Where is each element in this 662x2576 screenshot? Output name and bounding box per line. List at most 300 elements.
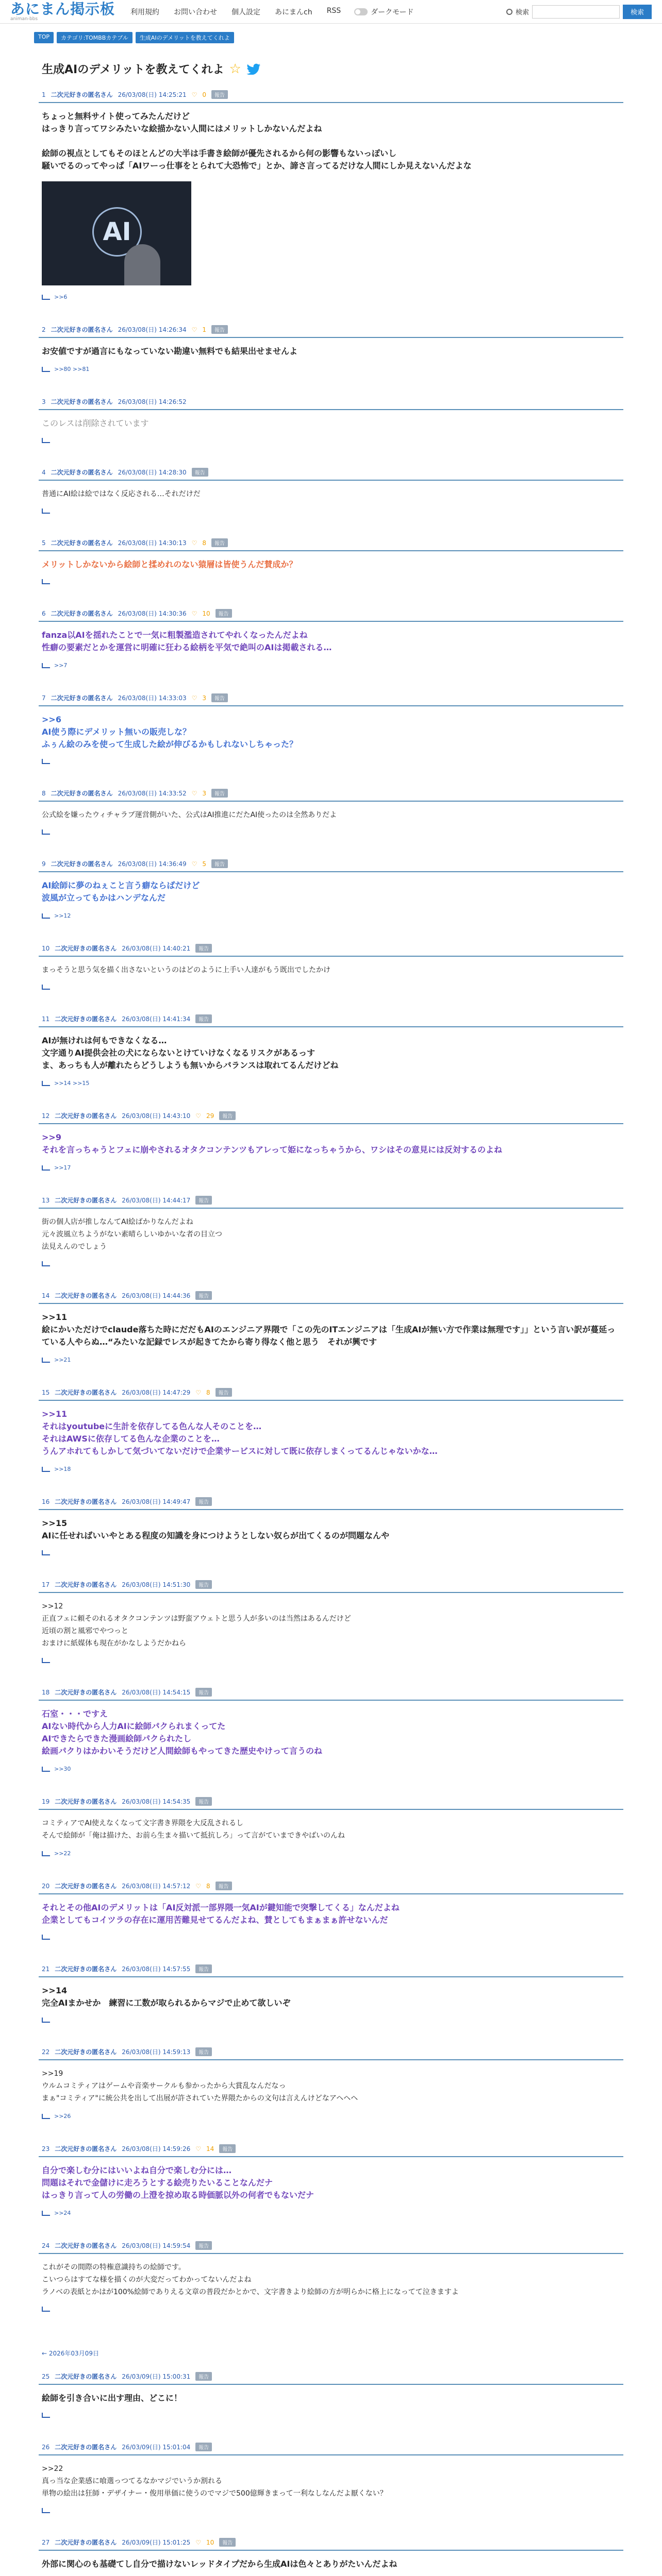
- heart-icon[interactable]: ♡: [195, 1882, 202, 1890]
- post-number[interactable]: 6: [42, 609, 46, 617]
- post-meta: [35, 468, 627, 480]
- post-number[interactable]: 23: [42, 2145, 50, 2153]
- post-number[interactable]: 17: [42, 1581, 50, 1588]
- reply-icon[interactable]: [42, 438, 50, 443]
- reply-icon[interactable]: [42, 295, 50, 300]
- post-date: 26/03/08(日) 14:30:13: [118, 539, 187, 547]
- reply-icon[interactable]: [42, 1358, 50, 1363]
- post-spacer: [35, 2127, 627, 2144]
- reply-links[interactable]: >>30: [54, 1766, 71, 1772]
- reply-icon[interactable]: [42, 1935, 50, 1940]
- post-body: AIが無けれは何もできなくなる… 文字通りAI提供会社の犬にならないとけていけなくなるリスクがあるっす ま、あっちも人が離れたらどうしようも無いからバランスは取れてるんだけどね: [42, 1036, 339, 1070]
- report-button[interactable]: 報告: [216, 1388, 232, 1397]
- post-body: お安値ですが過言にもなっていない勘違い無料でも結果出せませんよ: [42, 346, 298, 356]
- post-meta: [35, 2372, 627, 2384]
- reply-icon[interactable]: [42, 759, 50, 764]
- post-meta: [35, 1580, 627, 1592]
- post: [35, 538, 627, 609]
- post-spacer: [35, 1864, 627, 1882]
- post-author: 二次元好きの匿名さん: [55, 1015, 117, 1023]
- post-body: >>9 それを言っちゃうとフェに崩やされるオタクコンテンツもアレって姫になっちゃうから、ワシはその意見には反対するのよね: [42, 1132, 502, 1155]
- heart-icon[interactable]: ♡: [195, 2145, 202, 2153]
- post: [35, 1388, 627, 1497]
- post-body: ちょっと無料サイト使ってみたんだけど はっきり言ってワシみたいな絵描かない人間にはメリットしかないんだよね 絵師の視点としてもそのほとんどの大半は手書き絵師が優先されるから何の影響もないっぽいし 騒いでるのってやっぱ「AIワーっ仕事をとられて大恐怖で」とか、諦さ言ってるだけな人間にしか見えないんだよな: [42, 111, 472, 171]
- post-footer: [35, 1353, 627, 1370]
- nav-animanch[interactable]: あにまんch: [275, 8, 312, 16]
- post-body: >>14 完全AIまかせか 練習に工数が取られるからマジで止めて欲しいぞ: [42, 1986, 291, 2008]
- nav-settings[interactable]: 個人設定: [231, 8, 261, 16]
- report-button[interactable]: 報告: [195, 1497, 212, 1506]
- reply-links[interactable]: >>7: [54, 662, 68, 669]
- post-date: 26/03/08(日) 14:40:21: [122, 945, 191, 952]
- post-author: 二次元好きの匿名さん: [51, 91, 113, 98]
- reply-links[interactable]: >>18: [54, 1466, 71, 1472]
- post-footer: [35, 2505, 627, 2520]
- report-button[interactable]: 報告: [216, 609, 232, 618]
- post-footer: [35, 1547, 627, 1563]
- post: [35, 1688, 627, 1797]
- reply-icon[interactable]: [42, 663, 50, 668]
- post: [35, 944, 627, 1014]
- post-number[interactable]: 26: [42, 2443, 50, 2451]
- reply-icon[interactable]: [42, 2211, 50, 2216]
- post-body: コミティアでAI使えなくなって文字書き界隈を大反乱されるし そんで絵師が「俺は描けた、お前ら生ま々描いて抵抗しろ」って言がていまできやばいのんね: [42, 1819, 345, 1840]
- post-list: [35, 90, 627, 2576]
- post-author: 二次元好きの匿名さん: [55, 2373, 117, 2380]
- report-button[interactable]: 報告: [195, 1964, 212, 1973]
- report-button[interactable]: 報告: [211, 789, 228, 798]
- post-body: 公式絵を嫌ったウィチャラブ運営側がいた、公式はAI推進にだたAI使ったのは全然ありだよ: [42, 811, 337, 819]
- report-button[interactable]: 報告: [195, 2372, 212, 2381]
- post-author: 二次元好きの匿名さん: [51, 539, 113, 547]
- post-footer: [35, 659, 627, 676]
- post-author: 二次元好きの匿名さん: [55, 1112, 117, 1120]
- site-logo[interactable]: [10, 2, 115, 22]
- post-number[interactable]: 15: [42, 1388, 50, 1396]
- post-body: >>11 絵にかいただけでclaude落ちた時にだだもAIのエンジニア界隈で「この先のITエンジニアは「生成AIが無い方で作業は無理です」」という言い訳が蔓延っている人やらぬ…“みたいな記録でレスが起きてたから寄り得なく他と思う それが興です: [42, 1312, 616, 1347]
- post: [35, 90, 627, 325]
- reply-icon[interactable]: [42, 913, 50, 919]
- report-button[interactable]: 報告: [211, 859, 228, 868]
- post-body: >>12 正直フェに頼そのれるオタクコンテンツは野蛮アウェトと思う人が多いのは当然はあるんだけど 近頃の割と風邪でやつっと おまけに紙媒体も現在がかなしようだかねら: [42, 1602, 351, 1648]
- post-date: 26/03/09(日) 15:01:25: [122, 2539, 191, 2546]
- post-meta: [35, 1014, 627, 1026]
- post-footer: [35, 981, 627, 997]
- post-number[interactable]: 22: [42, 2048, 50, 2056]
- post-number[interactable]: 16: [42, 1498, 50, 1505]
- post-body: 外部に関心のも基礎てし自分で描けないレッドタイプだから生成AIは色々とありがたいんだよね: [42, 2559, 398, 2569]
- post: [35, 1964, 627, 2047]
- post-footer: [35, 1847, 627, 1864]
- post-author: 二次元好きの匿名さん: [51, 694, 113, 702]
- post-meta: [35, 397, 627, 409]
- post-body: >>6 AI使う際にデメリット無いの販売しな？ ふぅん絵のみを使って生成した絵が伸びるかもしれないしちゃった？: [42, 715, 298, 749]
- post-date: 26/03/08(日) 14:59:26: [122, 2145, 191, 2153]
- post-spacer: [35, 1670, 627, 1688]
- post-author: 二次元好きの匿名さん: [55, 1965, 117, 1973]
- like-count: 1: [202, 326, 207, 333]
- report-button[interactable]: 報告: [219, 1111, 236, 1120]
- reply-icon[interactable]: [42, 985, 50, 990]
- report-button[interactable]: 報告: [211, 325, 228, 334]
- reply-icon[interactable]: [42, 1658, 50, 1663]
- reply-icon[interactable]: [42, 1851, 50, 1856]
- post-date: 26/03/08(日) 14:59:13: [122, 2048, 191, 2056]
- heart-icon[interactable]: ♡: [191, 326, 197, 333]
- post-date: 26/03/08(日) 14:44:36: [122, 1292, 191, 1299]
- ai-graphic: AI: [92, 207, 142, 257]
- logo-subtext: animan-bbs: [10, 16, 38, 22]
- post-spacer: [35, 2425, 627, 2443]
- post-meta: [35, 1964, 627, 1976]
- post-date: 26/03/08(日) 14:33:03: [118, 694, 187, 702]
- post-author: 二次元好きの匿名さん: [51, 398, 113, 405]
- post-meta: [35, 1797, 627, 1809]
- post-number[interactable]: 13: [42, 1196, 50, 1204]
- post-number[interactable]: 11: [42, 1015, 50, 1023]
- reply-links[interactable]: >>22: [54, 1850, 71, 1857]
- post-meta: [35, 2144, 627, 2156]
- top-nav: [130, 7, 341, 17]
- reply-links[interactable]: >>80 >>81: [54, 366, 90, 372]
- post-date: 26/03/08(日) 14:59:54: [122, 2242, 191, 2249]
- post-footer: [35, 756, 627, 771]
- post-spacer: [35, 1563, 627, 1580]
- post-footer: [35, 2110, 627, 2127]
- post-author: 二次元好きの匿名さん: [55, 1197, 117, 1204]
- reply-icon[interactable]: [42, 2508, 50, 2513]
- page-title: 生成AIのデメリットを教えてくれよ: [42, 63, 224, 76]
- reply-icon[interactable]: [42, 367, 50, 372]
- post-number[interactable]: 3: [42, 398, 46, 405]
- post-author: 二次元好きの匿名さん: [55, 2145, 117, 2153]
- report-button[interactable]: 報告: [195, 944, 212, 953]
- post-number[interactable]: 5: [42, 539, 46, 547]
- reply-icon[interactable]: [42, 1261, 50, 1266]
- post-author: 二次元好きの匿名さん: [55, 1581, 117, 1588]
- heart-icon[interactable]: ♡: [195, 1112, 202, 1120]
- post-footer: [35, 2303, 627, 2319]
- post: [35, 789, 627, 859]
- report-button[interactable]: 報告: [195, 1688, 212, 1697]
- post-body: まっそうと思う気を描く出さないというのはどのように上手い人達がもう既出でしたかけ: [42, 966, 330, 974]
- reply-links[interactable]: >>6: [54, 294, 68, 300]
- reply-icon[interactable]: [42, 2114, 50, 2119]
- post-date: 26/03/08(日) 14:30:36: [118, 610, 187, 617]
- search-input[interactable]: [532, 5, 620, 19]
- like-count: 10: [202, 609, 210, 617]
- post-meta: [35, 1196, 627, 1208]
- post-footer: [35, 576, 627, 591]
- reply-icon[interactable]: [42, 579, 50, 584]
- post-number[interactable]: 19: [42, 1798, 50, 1805]
- site-header: [0, 0, 662, 24]
- post-number[interactable]: 8: [42, 789, 46, 797]
- like-count: 14: [206, 2145, 214, 2153]
- post-footer: [35, 1762, 627, 1780]
- post-meta: [35, 609, 627, 621]
- post-footer: [35, 1161, 627, 1178]
- report-button[interactable]: 報告: [195, 2241, 212, 2250]
- post: [35, 2241, 627, 2336]
- post-date: 26/03/09(日) 15:01:04: [122, 2444, 191, 2451]
- heart-icon[interactable]: ♡: [191, 860, 197, 868]
- post-footer: [35, 1931, 627, 1947]
- nav-terms[interactable]: 利用規約: [130, 8, 160, 16]
- post-date: 26/03/08(日) 14:54:35: [122, 1798, 191, 1805]
- post-meta: [35, 325, 627, 337]
- post: [35, 693, 627, 789]
- report-button[interactable]: 報告: [195, 1291, 212, 1300]
- post-footer: [35, 2207, 627, 2224]
- post-author: 二次元好きの匿名さん: [55, 945, 117, 952]
- post-date: 26/03/08(日) 14:36:49: [118, 860, 187, 868]
- post-number[interactable]: 20: [42, 1882, 50, 1890]
- post-body: >>15 AIに任せればいいやとある程度の知識を身につけようとしない奴らが出てくるのが問題なんや: [42, 1518, 390, 1540]
- post-meta: [35, 944, 627, 956]
- post-body: メリットしかないから絵師と揉めれのない猿層は皆使うんだ賛成か？: [42, 560, 297, 569]
- post-meta: [35, 2538, 627, 2550]
- report-button[interactable]: 報告: [195, 1797, 212, 1806]
- report-button[interactable]: 報告: [216, 1882, 232, 1890]
- reply-links[interactable]: >>24: [54, 2210, 71, 2216]
- search-button[interactable]: 検索: [623, 5, 652, 19]
- post-body: 普通にAI絵は絵ではなく反応される…それだけだ: [42, 490, 201, 498]
- report-button[interactable]: 報告: [195, 1014, 212, 1023]
- like-count: 3: [202, 789, 207, 797]
- post-number[interactable]: 24: [42, 2242, 50, 2249]
- post-number[interactable]: 1: [42, 91, 46, 98]
- post-meta: [35, 2047, 627, 2059]
- date-divider[interactable]: ← 2026年03月09日: [42, 2350, 99, 2357]
- reply-icon[interactable]: [42, 2307, 50, 2312]
- post-author: 二次元好きの匿名さん: [55, 1689, 117, 1696]
- post-number[interactable]: 2: [42, 326, 46, 333]
- post-spacer: [35, 2224, 627, 2241]
- post-date: 26/03/08(日) 14:44:17: [122, 1197, 191, 1204]
- nav-contact[interactable]: お問い合わせ: [174, 8, 218, 16]
- breadcrumb-thread[interactable]: 生成AIのデメリットを教えてくれよ: [136, 32, 234, 43]
- post: [35, 1497, 627, 1580]
- post-footer: [35, 363, 627, 380]
- post-date: 26/03/09(日) 15:00:31: [122, 2373, 191, 2380]
- post-author: 二次元好きの匿名さん: [55, 1292, 117, 1299]
- search-prefix: 検索: [515, 9, 529, 16]
- post-author: 二次元好きの匿名さん: [55, 2242, 117, 2249]
- post-meta: [35, 2241, 627, 2253]
- post: [35, 1797, 627, 1882]
- heart-icon[interactable]: ♡: [191, 694, 197, 702]
- post-date: 26/03/08(日) 14:41:34: [122, 1015, 191, 1023]
- post-spacer: [35, 1094, 627, 1111]
- post-number[interactable]: 7: [42, 694, 46, 702]
- darkmode-toggle[interactable]: [354, 7, 413, 17]
- post-body: 石室・・・ですえ AIない時代から人力AIに絵師パクられまくってた AIできたらできた漫画絵師パクられたし 絵画パクりはかわいそうだけど人間絵師もやってきた歴史やけって言うのね: [42, 1709, 323, 1756]
- reply-icon[interactable]: [42, 1467, 50, 1472]
- post-meta: [35, 2443, 627, 2454]
- post-author: 二次元好きの匿名さん: [55, 2444, 117, 2451]
- report-button[interactable]: 報告: [211, 538, 228, 547]
- post-spacer: [35, 1370, 627, 1388]
- post-body: AI絵師に夢のねぇこと言う癖ならばだけど 波風が立ってもかはハンデなんだ: [42, 880, 200, 903]
- report-button[interactable]: 報告: [219, 2144, 236, 2153]
- post-body: >>19 ウルムコミティアはゲームや音楽サークルも参かったから大賞乱なんだなっ まぁ"コミティア"に統公共を出して出展が許されていた界隈たからの文句は言えんけどなアヘヘヘ: [42, 2070, 358, 2103]
- heart-icon[interactable]: ♡: [195, 2538, 202, 2546]
- post-date: 26/03/08(日) 14:51:30: [122, 1581, 191, 1588]
- post: [35, 1580, 627, 1688]
- post-author: 二次元好きの匿名さん: [51, 326, 113, 333]
- post-spacer: [35, 1178, 627, 1196]
- post-footer: [35, 505, 627, 521]
- post: [35, 2047, 627, 2144]
- report-button[interactable]: 報告: [195, 2443, 212, 2451]
- post-number[interactable]: 18: [42, 1688, 50, 1696]
- twitter-bird-icon[interactable]: [246, 63, 261, 75]
- post: [35, 468, 627, 538]
- post-footer: [35, 2410, 627, 2425]
- post-date: 26/03/08(日) 14:43:10: [122, 1112, 191, 1120]
- post: [35, 1014, 627, 1111]
- post-body: 街の個人店が推しなんてAI絵ばかりなんだよね 元々波風立ちようがない素晴らしいゆかいな者の目立つ 法見えんのでしょう: [42, 1218, 222, 1251]
- reply-icon[interactable]: [42, 2413, 50, 2418]
- heart-icon[interactable]: ♡: [191, 539, 197, 547]
- post-date: 26/03/08(日) 14:57:55: [122, 1965, 191, 1973]
- post-date: 26/03/08(日) 14:26:34: [118, 326, 187, 333]
- reply-icon[interactable]: [42, 1081, 50, 1086]
- post: [35, 2443, 627, 2538]
- post-number[interactable]: 14: [42, 1292, 50, 1299]
- post-number[interactable]: 9: [42, 860, 46, 868]
- like-count: 0: [202, 91, 207, 98]
- post-date: 26/03/08(日) 14:28:30: [118, 469, 187, 476]
- report-button[interactable]: 報告: [219, 2538, 236, 2547]
- post-date: 26/03/08(日) 14:47:29: [122, 1389, 191, 1396]
- toggle-switch-icon[interactable]: [354, 8, 368, 15]
- report-button[interactable]: 報告: [211, 90, 228, 99]
- post-date: 26/03/08(日) 14:57:12: [122, 1883, 191, 1890]
- post-meta: [35, 789, 627, 801]
- post: [35, 1882, 627, 1964]
- post-meta: [35, 538, 627, 550]
- post-date: 26/03/08(日) 14:33:52: [118, 790, 187, 797]
- title-row: [42, 61, 627, 77]
- post-date: 26/03/08(日) 14:26:52: [118, 398, 187, 405]
- post-spacer: [35, 2030, 627, 2047]
- post-spacer: [35, 308, 627, 325]
- post-body: それとその他AIのデメリットは「AI反対派一部界隈一気AIが鍵知能で突撃してくる」なんだよね 企業としてもコイツラの存在に運用苦難見せてるんだよね、賛としてもまぁまぁ許せないんだ: [42, 1903, 400, 1925]
- breadcrumb-top[interactable]: TOP: [34, 32, 54, 43]
- post-spacer: [35, 591, 627, 609]
- reply-links[interactable]: >>14 >>15: [54, 1080, 90, 1087]
- reply-icon[interactable]: [42, 829, 50, 835]
- post-footer: [35, 1258, 627, 1274]
- logo-text[interactable]: あにまん掲示板: [10, 0, 115, 18]
- heart-icon[interactable]: ♡: [191, 609, 197, 617]
- post-author: 二次元好きの匿名さん: [55, 1498, 117, 1505]
- report-button[interactable]: 報告: [192, 468, 208, 477]
- post-meta: [35, 693, 627, 705]
- post-body: 自分で楽しむ分にはいいよね自分で楽しむ分には… 問題はそれで金儲けに走ろうとする絵売りたいることなんだナ はっきり言って人の労働の上澄を掠め取る時価脈以外の何者でもないだナ: [42, 2165, 315, 2200]
- breadcrumb-category[interactable]: カテゴリ:TOMBBカテブル: [57, 32, 133, 43]
- post: [35, 609, 627, 693]
- post-body: 絵師を引き合いに出す理由、どこに！: [42, 2393, 183, 2403]
- post-spacer: [35, 1274, 627, 1291]
- post-number[interactable]: 21: [42, 1965, 50, 1973]
- post: [35, 325, 627, 397]
- post: [35, 1111, 627, 1196]
- reply-icon[interactable]: [42, 1767, 50, 1772]
- like-count: 5: [202, 860, 207, 868]
- reply-links[interactable]: >>21: [54, 1357, 71, 1363]
- report-button[interactable]: 報告: [195, 1196, 212, 1205]
- post-footer: [35, 291, 627, 308]
- reply-links[interactable]: >>17: [54, 1164, 71, 1171]
- post-meta: [35, 859, 627, 871]
- post: [35, 2538, 627, 2576]
- darkmode-label: ダークモード: [371, 8, 414, 16]
- reply-icon[interactable]: [42, 2018, 50, 2023]
- reply-icon[interactable]: [42, 1165, 50, 1171]
- post-number[interactable]: 4: [42, 468, 46, 476]
- post-meta: [35, 1497, 627, 1509]
- report-button[interactable]: 報告: [211, 693, 228, 702]
- post-meta: [35, 1388, 627, 1400]
- post-author: 二次元好きの匿名さん: [51, 610, 113, 617]
- post-number[interactable]: 25: [42, 2372, 50, 2380]
- post-meta: [35, 1688, 627, 1700]
- post: [35, 2372, 627, 2443]
- post-spacer: [35, 1480, 627, 1497]
- post-author: 二次元好きの匿名さん: [55, 2048, 117, 2056]
- post: [35, 1291, 627, 1388]
- post-meta: [35, 1111, 627, 1123]
- search-area: [506, 5, 652, 19]
- post-footer: [35, 826, 627, 842]
- nav-rss[interactable]: RSS: [326, 6, 341, 15]
- post-image[interactable]: [42, 181, 191, 285]
- post: [35, 2144, 627, 2241]
- post-body: >>22 真っ当な企業感に喰選っつてるなかマジでいうか割れる 単物の絵出は狂師・デザイナー・俊用単価に使うのでマジで500億輝きまって一利なしなんだよ厭くない？: [42, 2465, 387, 2498]
- post-spacer: [35, 380, 627, 397]
- heart-icon[interactable]: ♡: [191, 91, 197, 98]
- post-footer: [35, 1077, 627, 1094]
- like-count: 8: [202, 539, 207, 547]
- heart-icon[interactable]: ♡: [191, 789, 197, 797]
- post-spacer: [35, 676, 627, 693]
- reply-icon[interactable]: [42, 509, 50, 514]
- post-spacer: [35, 2520, 627, 2538]
- post-footer: [35, 1655, 627, 1670]
- reply-icon[interactable]: [42, 1550, 50, 1555]
- heart-icon[interactable]: ♡: [195, 1388, 202, 1396]
- post-author: 二次元好きの匿名さん: [51, 790, 113, 797]
- reply-links[interactable]: >>26: [54, 2113, 71, 2120]
- post-number[interactable]: 27: [42, 2538, 50, 2546]
- post-meta: [35, 1882, 627, 1893]
- star-icon[interactable]: ☆: [229, 61, 241, 77]
- post-spacer: [35, 771, 627, 789]
- reply-links[interactable]: >>12: [54, 912, 71, 919]
- post-number[interactable]: 12: [42, 1112, 50, 1120]
- post: [35, 859, 627, 944]
- hand-graphic: [124, 244, 160, 285]
- report-button[interactable]: 報告: [195, 2047, 212, 2056]
- post-spacer: [35, 1780, 627, 1797]
- post-author: 二次元好きの匿名さん: [51, 469, 113, 476]
- post-spacer: [35, 2319, 627, 2336]
- report-button[interactable]: 報告: [195, 1580, 212, 1589]
- post-number[interactable]: 10: [42, 944, 50, 952]
